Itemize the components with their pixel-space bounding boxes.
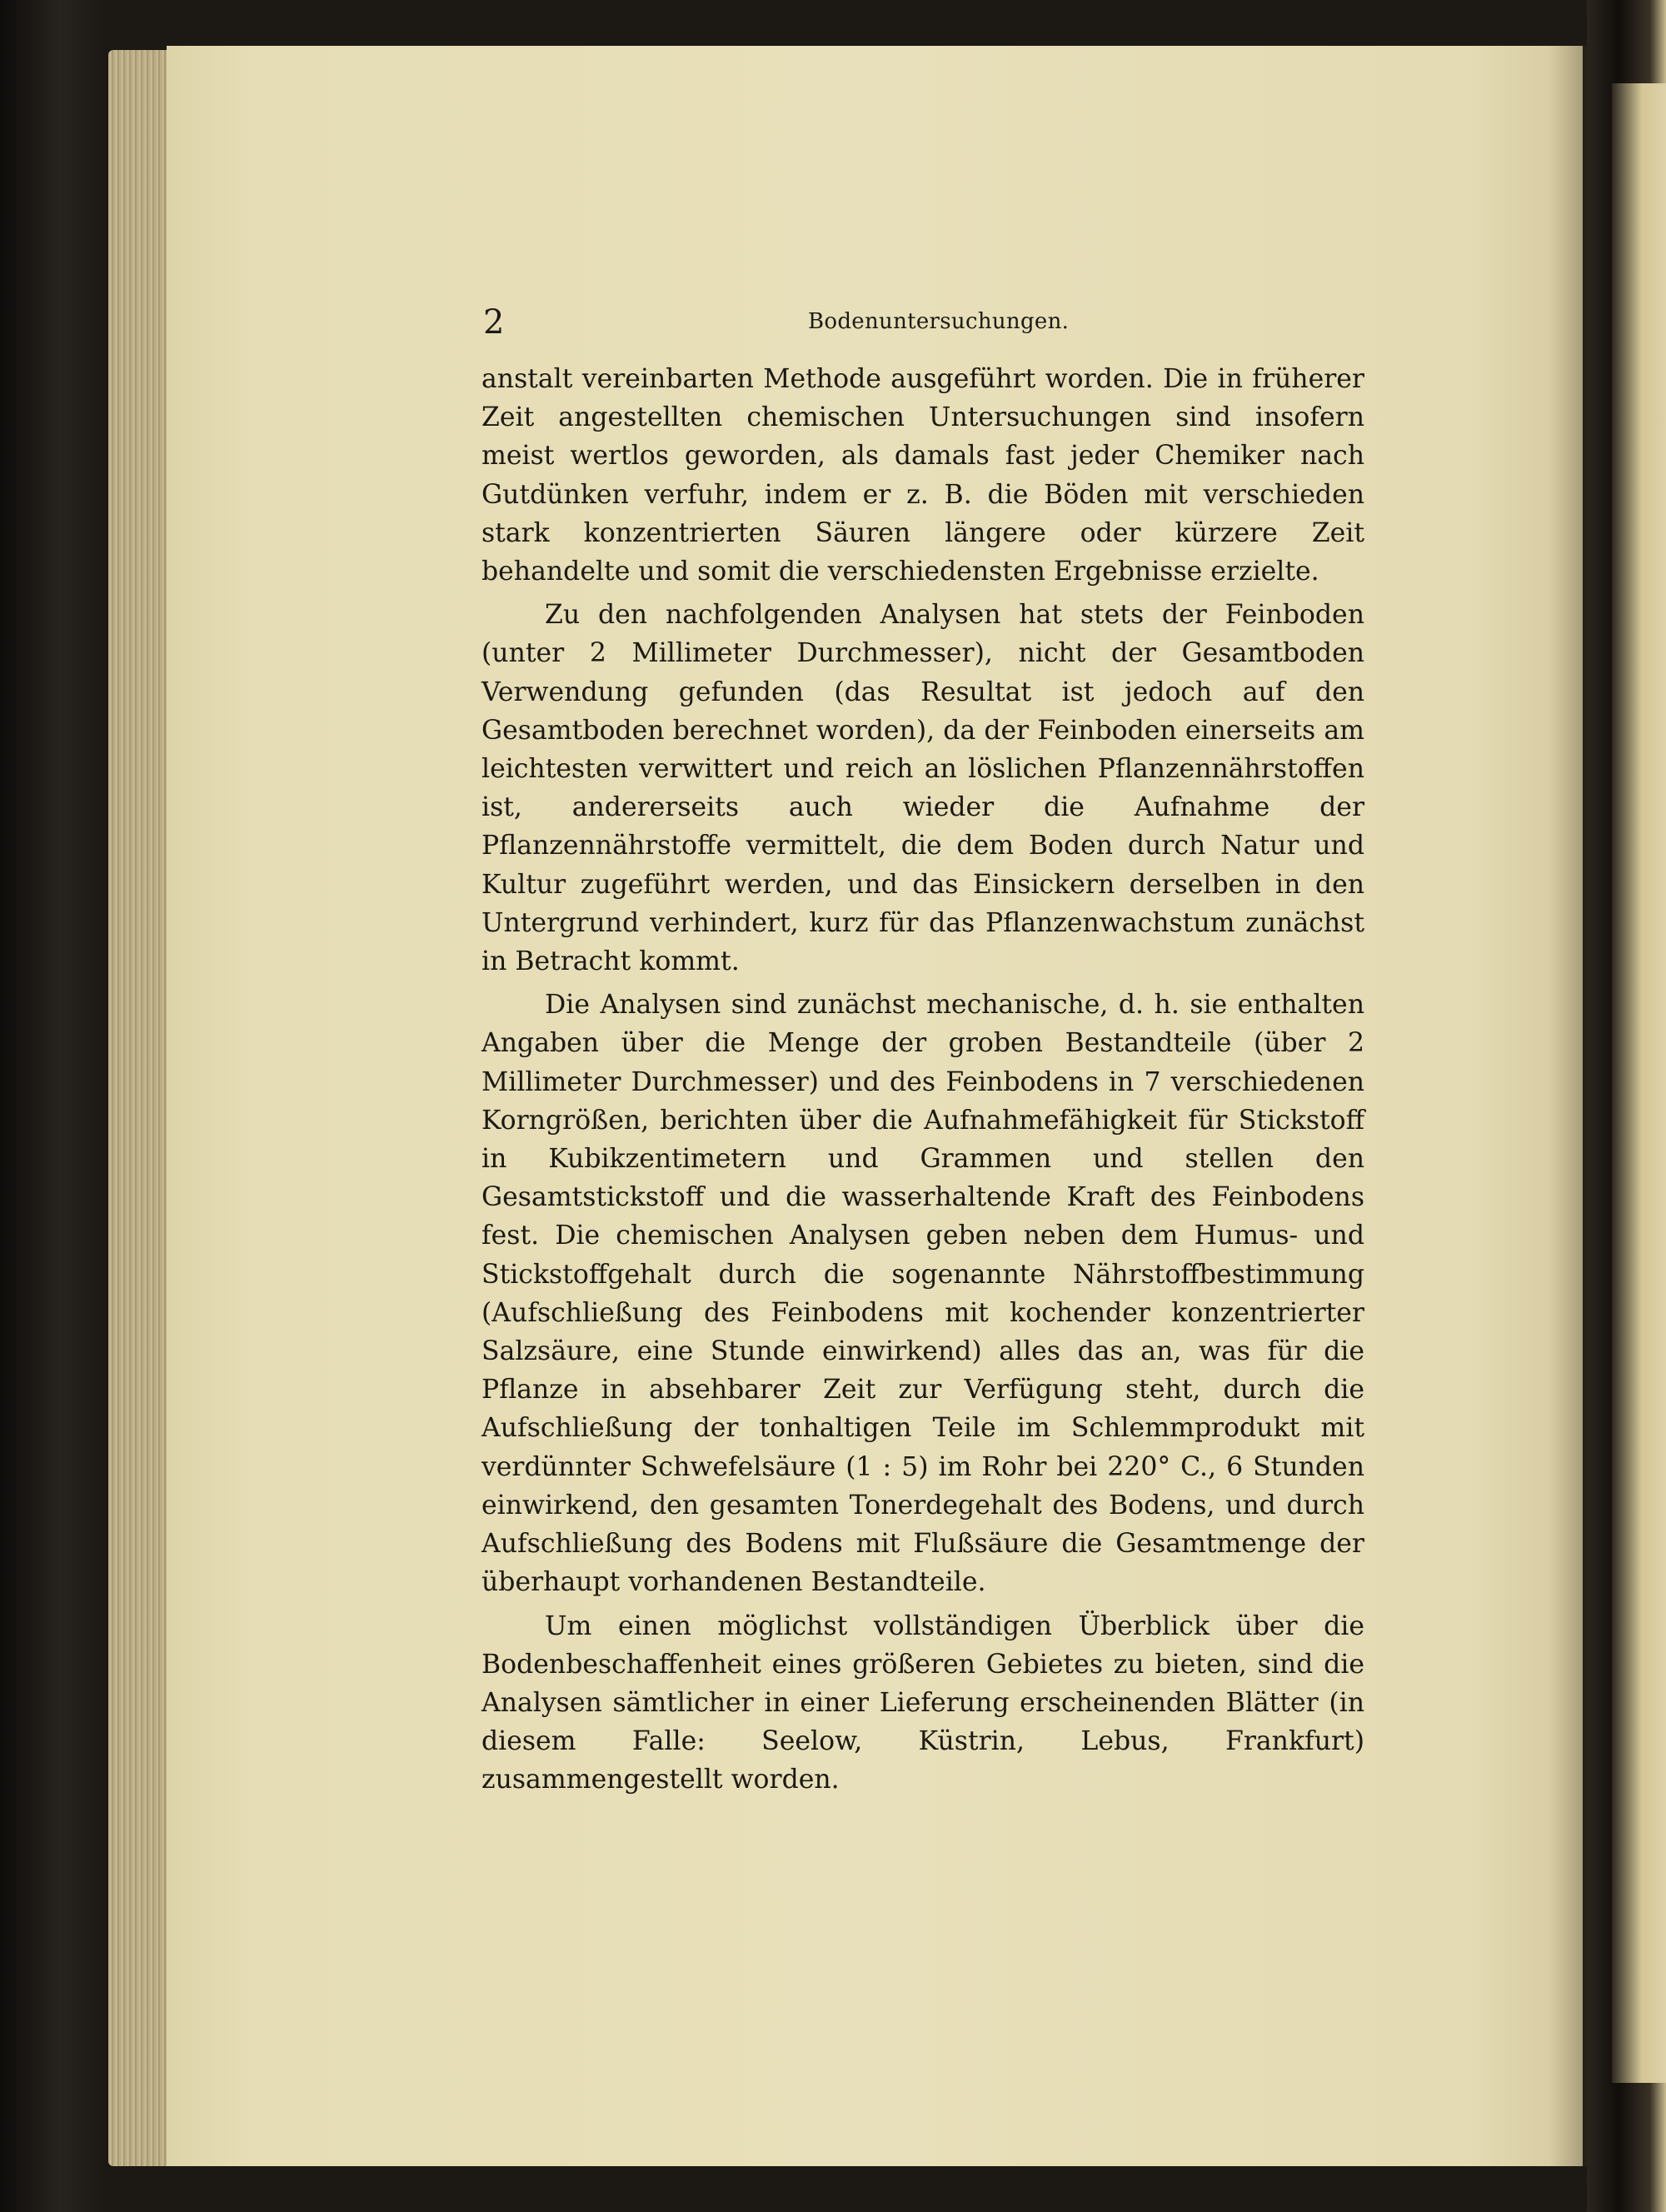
page-edges xyxy=(108,50,171,2166)
gutter-shadow xyxy=(1549,46,1591,2166)
page-number: 2 xyxy=(483,303,505,342)
left-book-cover xyxy=(0,0,108,2212)
running-title: Bodenuntersuchungen. xyxy=(808,309,1070,334)
paragraph: Die Analysen sind zunächst mechanische, d. h. sie enthalten Angaben über die Menge der groben Bestandteile (über 2 Millimeter Durchmesser) und des Feinbodens in 7 verschiedenen Korngrößen, berichten über die Aufnahmefähigkeit für Stickstoff in Kubikzentimetern und Grammen und stellen den Gesamtstickstoff und die wasserhaltende Kraft des Feinbodens fest. Die chemischen Analysen geben neben dem Humus- und Stickstoffgehalt durch die sogenannte Nährstoffbestimmung (Aufschließung des Feinbodens mit kochender konzentrierter Salzsäure, eine Stunde einwirkend) alles das an, was für die Pflanze in absehbarer Zeit zur Verfügung steht, durch die Aufschließung der tonhaltigen Teile im Schlemmprodukt mit verdünnter Schwefelsäure (1 : 5) im Rohr bei 220° C., 6 Stunden einwirkend, den gesamten Tonerdegehalt des Bodens, und durch Aufschließung des Bodens mit Flußsäure die Gesamtmenge der überhaupt vorhandenen Bestandteile. xyxy=(481,990,1364,1598)
facing-page-edge xyxy=(1612,83,1666,2083)
paragraph: anstalt vereinbarten Methode ausgeführt worden. Die in früherer Zeit angestellten chemischen Untersuchungen sind insofern meist wertlos geworden, als damals fast jeder Chemiker nach Gutdünken verfuhr, indem er z. B. die Böden mit verschieden stark konzentrierten Säuren längere oder kürzere Zeit behandelte und somit die verschiedensten Ergebnisse erzielte. xyxy=(481,364,1364,587)
paragraph: Um einen möglichst vollständigen Überblick über die Bodenbeschaffenheit eines größeren Gebietes zu bieten, sind die Analysen sämtlicher in einer Lieferung erscheinenden Blätter (in diesem Falle: Seelow, Küstrin, Lebus, Frankfurt) zusammengestellt worden. xyxy=(481,1610,1364,1795)
paragraph: Zu den nachfolgenden Analysen hat stets der Feinboden (unter 2 Millimeter Durchmesser), nicht der Gesamtboden Verwendung gefunden (das Resultat ist jedoch auf den Gesamtboden berechnet worden), da der Feinboden einerseits am leichtesten verwittert und reich an löslichen Pflanzennährstoffen ist, andererseits auch wieder die Aufnahme der Pflanzennährstoffe vermittelt, die dem Boden durch Natur und Kultur zugeführt werden, und das Einsickern derselben in den Untergrund verhindert, kurz für das Pflanzenwachstum zunächst in Betracht kommt. xyxy=(481,600,1364,977)
page-header xyxy=(483,302,1366,343)
body-text xyxy=(481,360,1364,1805)
